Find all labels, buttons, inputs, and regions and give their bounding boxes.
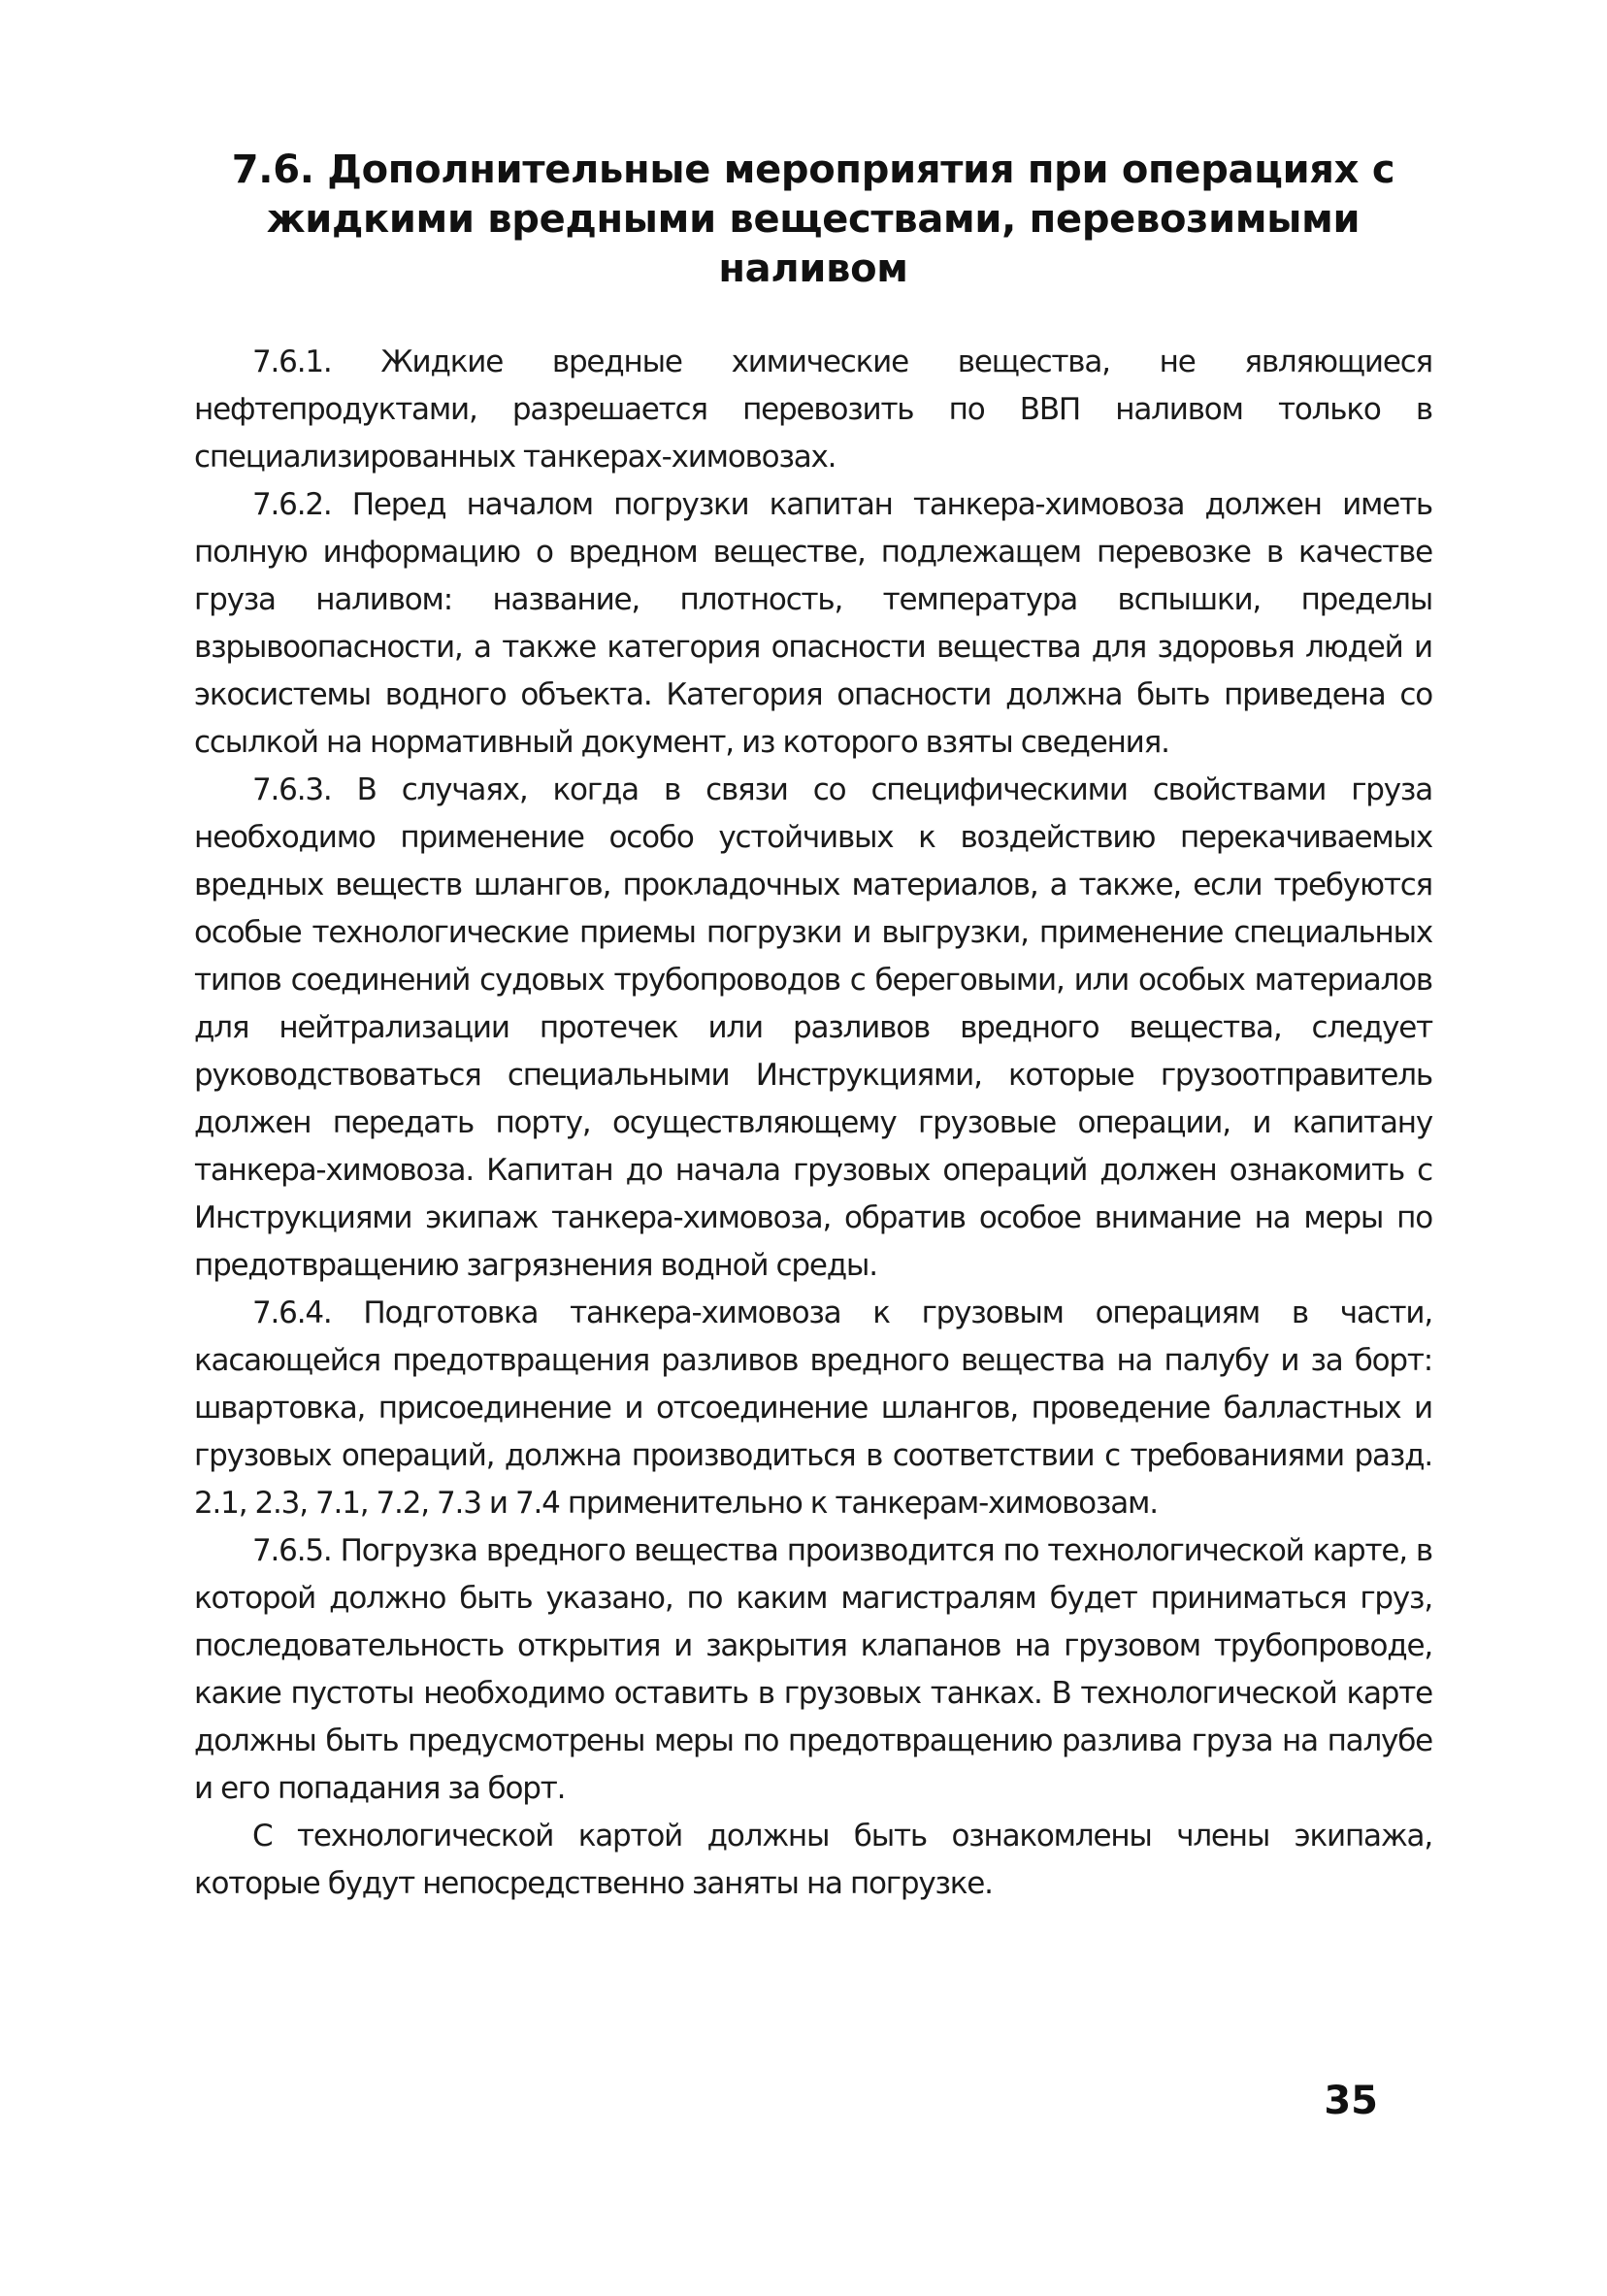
paragraph-7-6-2: 7.6.2. Перед началом погрузки капитан танкера-химовоза должен иметь полную информацию о вредном веществе, подлежащем перевозке в качестве груза наливом: название, плотность, температура вспышки, пределы взрывоопасности, а также категория опасности вещества для здоровья людей и экосистемы водного объекта. Категория опасности должна быть приведена со ссылкой на нормативный документ, из которого взяты сведения.	[194, 487, 1432, 760]
paragraph-7-6-4: 7.6.4. Подготовка танкера-химовоза к грузовым операциям в части, касающейся предотвращения разливов вредного вещества на палубу и за борт: швартовка, присоединение и отсоединение шлангов, проведение балластных и грузовых операций, должна производиться в соответствии с требованиями разд. 2.1, 2.3, 7.1, 7.2, 7.3 и 7.4 применительно к танкерам-химовозам.	[194, 1296, 1432, 1521]
page-number: 35	[1324, 2079, 1378, 2123]
paragraph-7-6-5: 7.6.5. Погрузка вредного вещества производится по технологической карте, в которой должно быть указано, по каким магистралям будет приниматься груз, последовательность открытия и закрытия клапанов на грузовом трубопроводе, какие пустоты необходимо оставить в грузовых танках. В технологической карте должны быть предусмотрены меры по предотвращению разлива груза на палубе и его попадания за борт.	[194, 1533, 1432, 1806]
paragraph-7-6-5-continuation: С технологической картой должны быть ознакомлены члены экипажа, которые будут непосредственно заняты на погрузке.	[194, 1819, 1432, 1901]
paragraph-7-6-1: 7.6.1. Жидкие вредные химические вещества, не являющиеся нефтепродуктами, разрешается перевозить по ВВП наливом только в специализированных танкерах-химовозах.	[194, 344, 1432, 475]
section-heading: 7.6. Дополнительные мероприятия при операциях с жидкими вредными веществами, перевозимыми наливом	[231, 148, 1395, 291]
paragraph-7-6-3: 7.6.3. В случаях, когда в связи со специфическими свойствами груза необходимо применение особо устойчивых к воздействию перекачиваемых вредных веществ шлангов, прокладочных материалов, а также, если требуются особые технологические приемы погрузки и выгрузки, применение специальных типов соединений судовых трубопроводов с береговыми, или особых материалов для нейтрализации протечек или разливов вредного вещества, следует руководствоваться специальными Инструкциями, которые грузоотправитель должен передать порту, осуществляющему грузовые операции, и капитану танкера-химовоза. Капитан до начала грузовых операций должен ознакомить с Инструкциями экипаж танкера-химовоза, обратив особое внимание на меры по предотвращению загрязнения водной среды.	[194, 772, 1432, 1283]
page-content	[194, 146, 1432, 1908]
